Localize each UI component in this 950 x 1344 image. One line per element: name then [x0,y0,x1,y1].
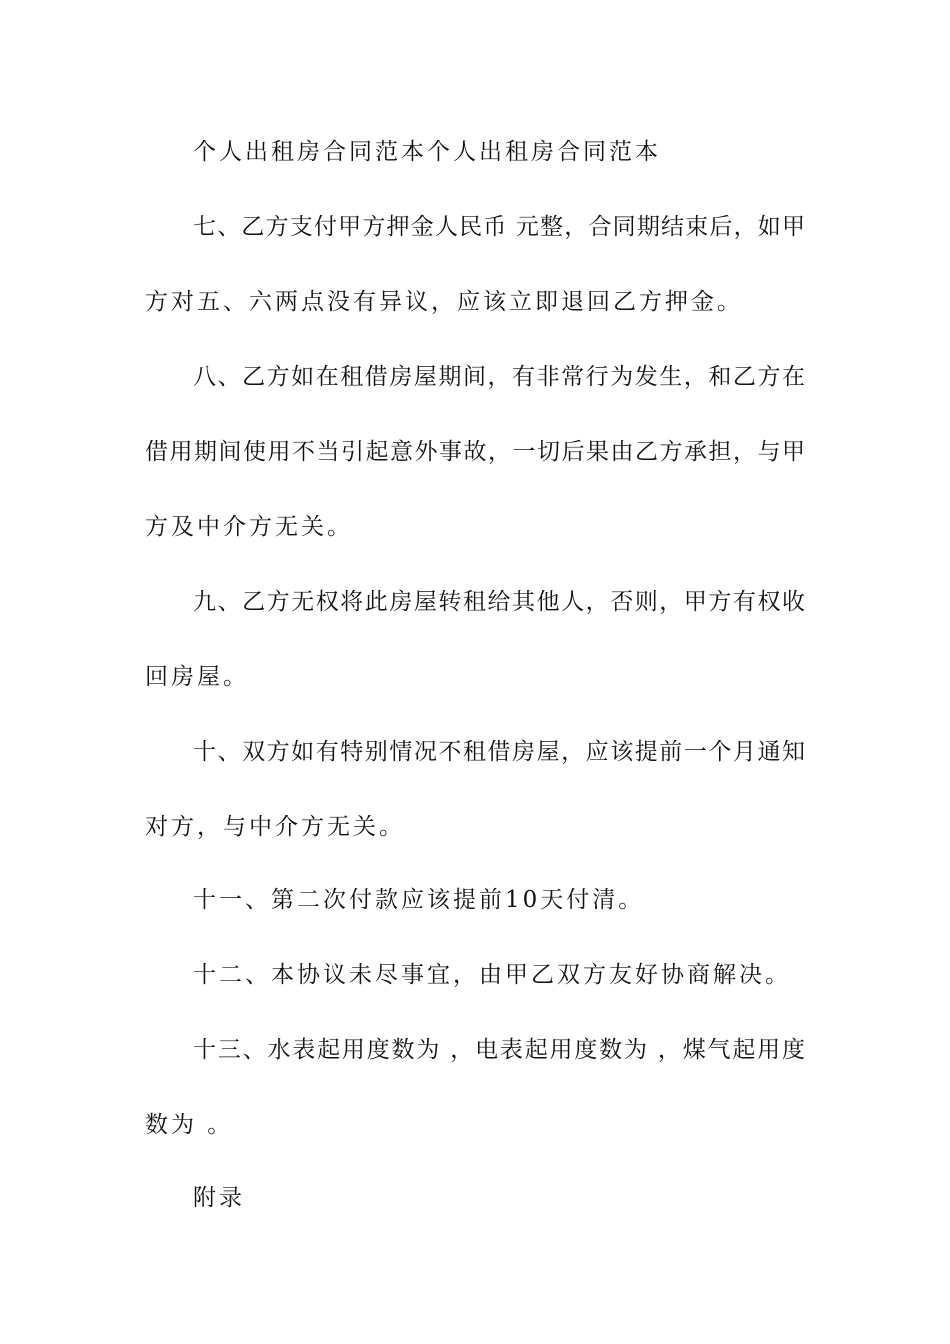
clause-12: 十二、本协议未尽事宜，由甲乙双方友好协商解决。 [193,962,791,988]
clause-7-line-1: 七、乙方支付甲方押金人民币 元整，合同期结束后，如甲 [193,214,805,240]
appendix-heading: 附录 [193,1185,245,1211]
clause-8-line-2: 借用期间使用不当引起意外事故，一切后果由乙方承担，与甲 [145,439,805,465]
clause-9-line-1: 九、乙方无权将此房屋转租给其他人，否则，甲方有权收 [193,589,805,615]
clause-8-line-3: 方及中介方无关。 [145,514,353,540]
document-title: 个人出租房合同范本个人出租房合同范本 [193,139,661,165]
clause-13-line-1: 十三、水表起用度数为 ，电表起用度数为 ，煤气起用度 [193,1037,805,1063]
clause-10-line-1: 十、双方如有特别情况不租借房屋，应该提前一个月通知 [193,739,805,765]
clause-7-line-2: 方对五、六两点没有异议，应该立即退回乙方押金。 [145,289,743,315]
clause-9-line-2: 回房屋。 [145,664,249,690]
clause-10-line-2: 对方，与中介方无关。 [145,814,405,840]
clause-13-line-2: 数为 。 [145,1112,234,1138]
clause-8-line-1: 八、乙方如在租借房屋期间，有非常行为发生，和乙方在 [193,364,805,390]
clause-11: 十一、第二次付款应该提前10天付清。 [193,887,645,913]
